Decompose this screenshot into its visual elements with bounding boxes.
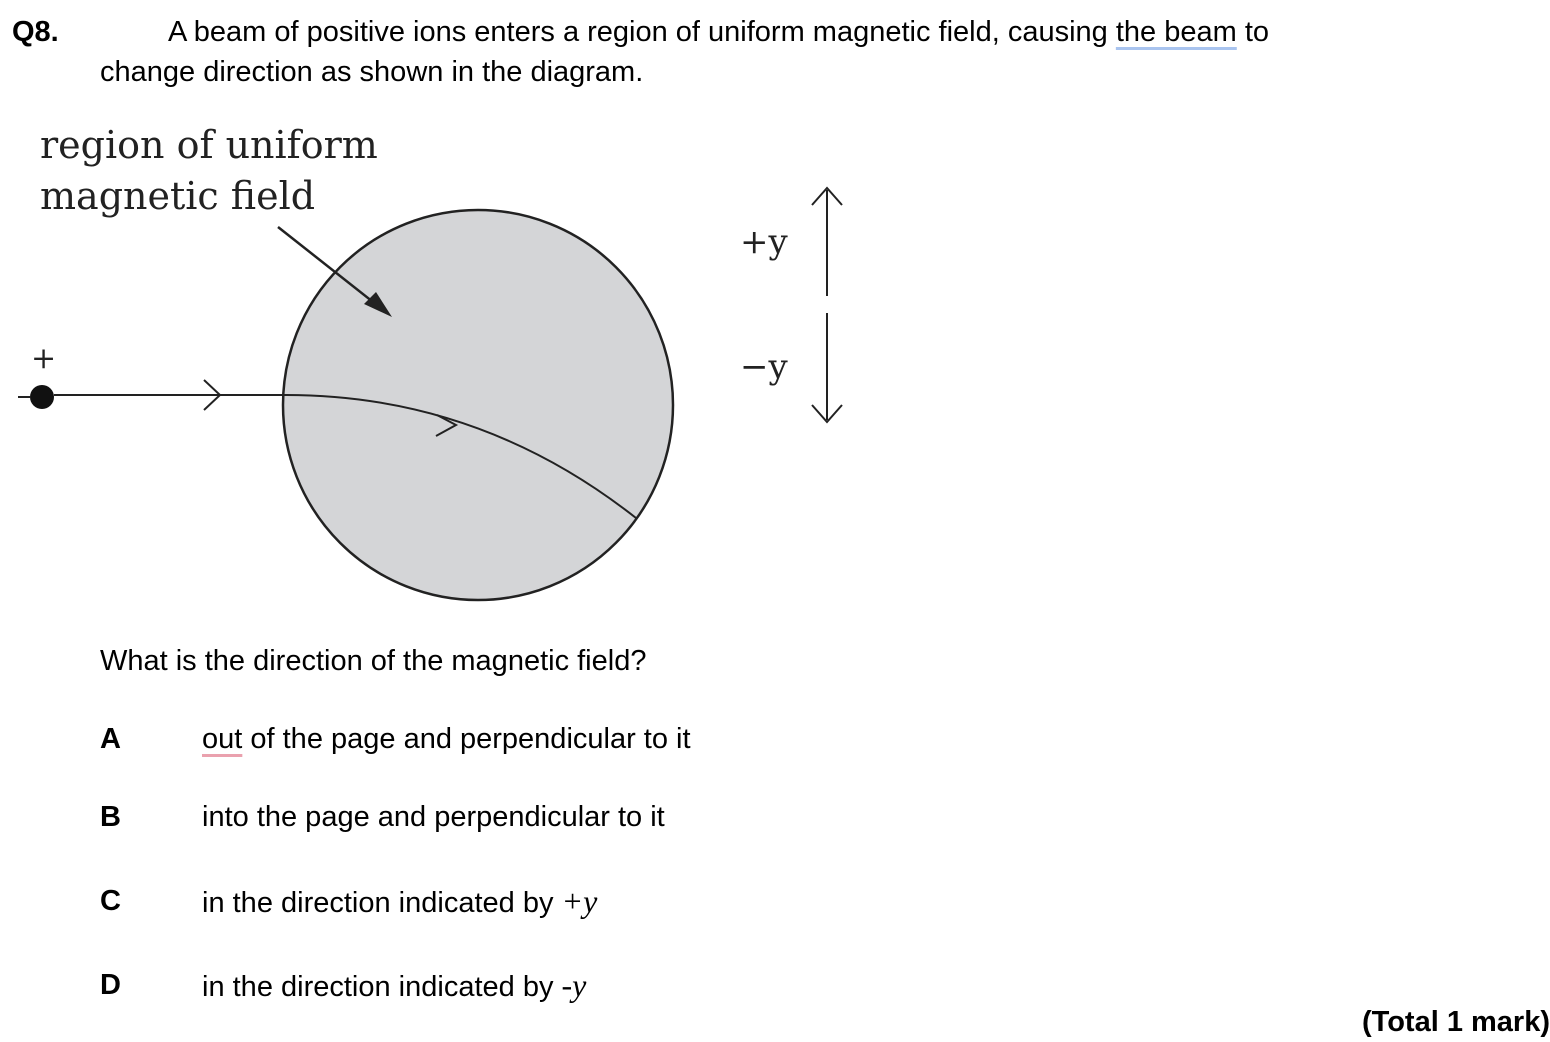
minus-y-label: −y (740, 347, 788, 387)
total-marks: (Total 1 mark) (1362, 1006, 1550, 1038)
option-text (202, 719, 691, 759)
option-d-symbol: -y (561, 967, 587, 1003)
option-text (202, 965, 586, 1007)
option-d[interactable] (0, 965, 1000, 1005)
option-text: into the page and perpendicular to it (202, 801, 665, 833)
question-stem-line-2: change direction as shown in the diagram. (100, 56, 644, 88)
positive-ion-dot (30, 385, 54, 409)
field-region-circle (283, 210, 673, 600)
option-b[interactable] (0, 797, 1000, 837)
option-a-spelling-marked-text[interactable]: out (202, 723, 243, 755)
question-prompt: What is the direction of the magnetic field? (100, 645, 647, 677)
plus-y-label: +y (740, 222, 788, 262)
option-d-text: in the direction indicated by (202, 971, 562, 1003)
magnetic-field-diagram (0, 110, 900, 620)
stem-grammar-marked-text[interactable]: the beam (1115, 16, 1237, 48)
option-c-text: in the direction indicated by (202, 887, 562, 919)
option-text (202, 881, 597, 923)
option-a[interactable] (0, 719, 1000, 759)
region-label-line-1: region of uniform (40, 123, 378, 167)
ion-charge-label: + (31, 341, 57, 376)
stem-text-after: to (1236, 16, 1270, 48)
option-letter: C (100, 885, 121, 917)
question-number: Q8. (12, 16, 59, 48)
region-label-line-2: magnetic field (40, 174, 316, 218)
option-c[interactable] (0, 881, 1000, 921)
option-letter: B (100, 801, 121, 833)
option-c-symbol: +y (561, 883, 598, 919)
option-a-text-rest: of the page and perpendicular to it (242, 723, 691, 755)
question-stem-line-1 (168, 12, 1269, 52)
option-letter: A (100, 723, 121, 755)
stem-text-before: A beam of positive ions enters a region of uniform magnetic field, causing (168, 16, 1116, 48)
option-letter: D (100, 969, 121, 1001)
